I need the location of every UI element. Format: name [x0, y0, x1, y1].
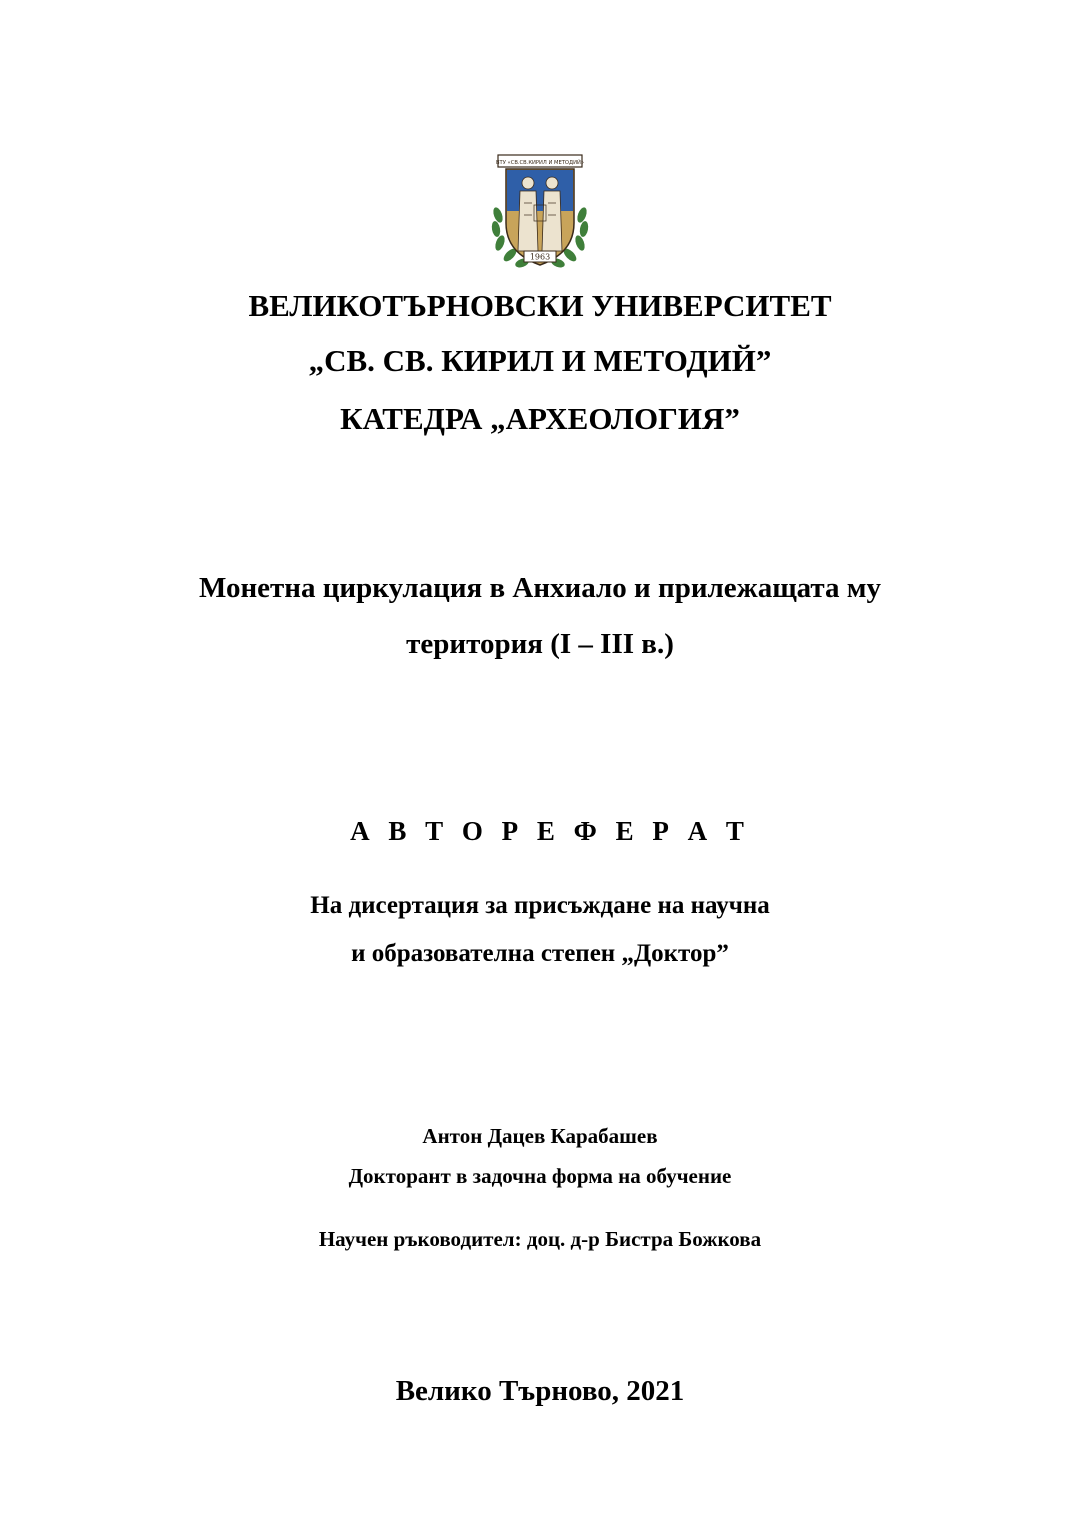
place-and-year: Велико Търново, 2021: [395, 1375, 685, 1407]
crest-banner-text: ВТУ «СВ.СВ.КИРИЛ И МЕТОДИЙ»: [495, 160, 585, 166]
document-type: А В Т О Р Е Ф Е Р А Т: [350, 816, 750, 846]
thesis-title-line-1: Монетна циркулация в Анхиало и прилежащата му: [198, 572, 882, 604]
author-name: Антон Дацев Карабашев: [422, 1124, 658, 1148]
thesis-title-line-2: територия (I – III в.): [406, 628, 674, 660]
department-name: КАТЕДРА „АРХЕОЛОГИЯ”: [340, 401, 740, 436]
author-status: Докторант в задочна форма на обучение: [348, 1164, 732, 1188]
purpose-line-2: и образователна степен „Доктор”: [351, 940, 729, 967]
university-name: ВЕЛИКОТЪРНОВСКИ УНИВЕРСИТЕТ: [248, 288, 832, 323]
university-patrons: „СВ. СВ. КИРИЛ И МЕТОДИЙ”: [308, 343, 772, 378]
supervisor: Научен ръководител: доц. д-р Бистра Божкова: [318, 1227, 762, 1251]
crest-year: 1963: [529, 252, 551, 262]
purpose-line-1: На дисертация за присъждане на научна: [310, 892, 770, 919]
university-crest-icon: [488, 153, 592, 273]
